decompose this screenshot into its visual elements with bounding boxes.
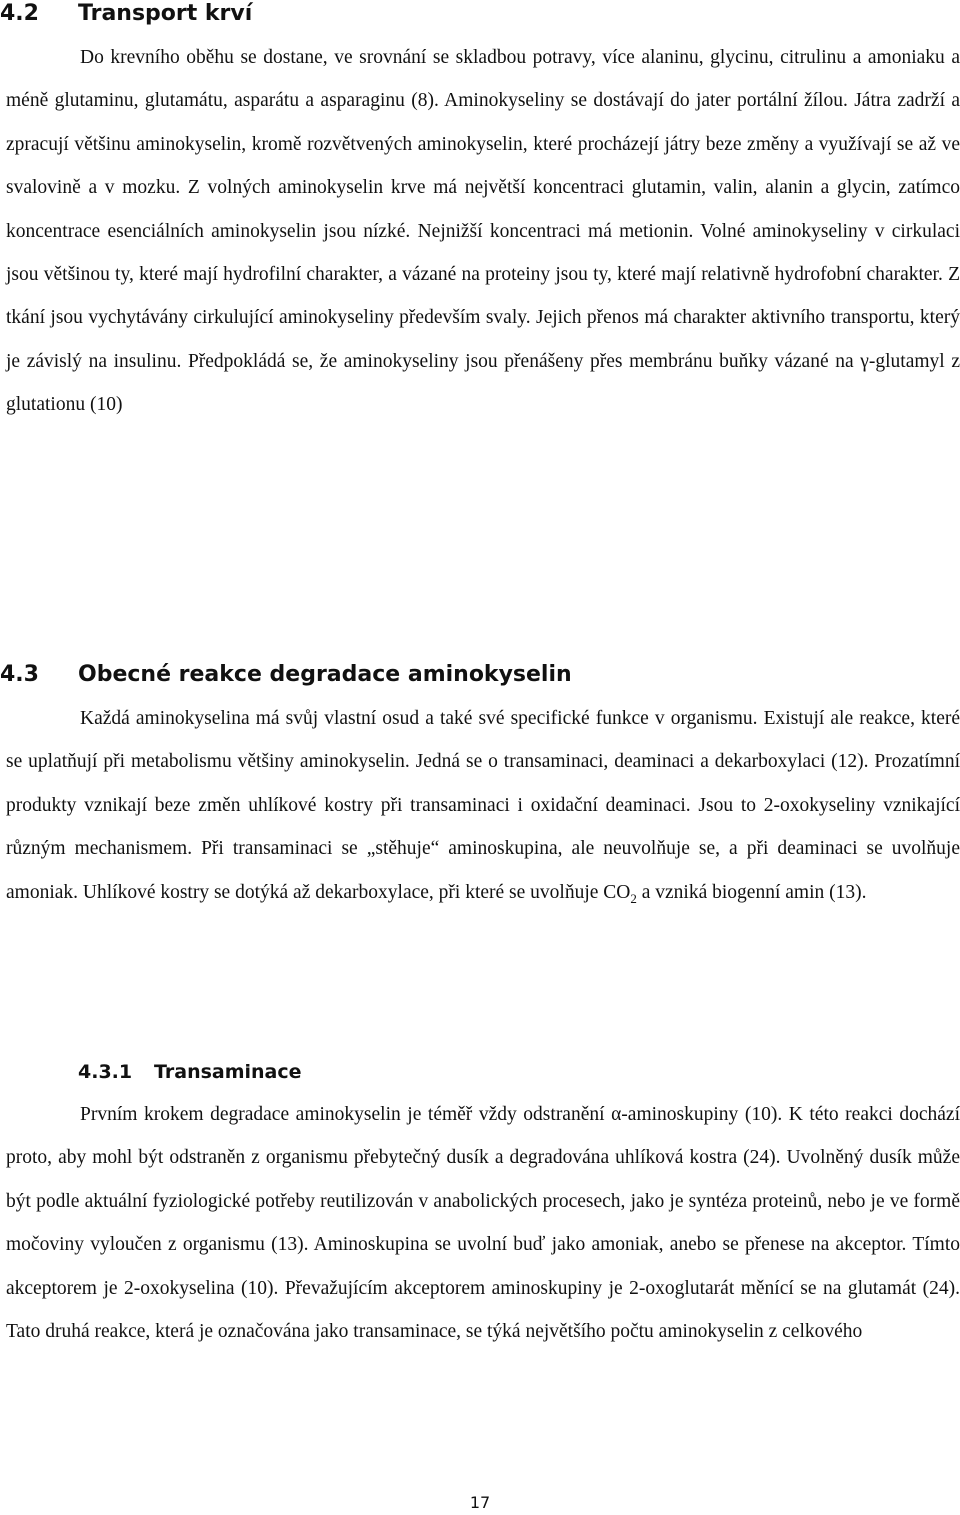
section-title: Obecné reakce degradace aminokyselin [78,662,572,687]
section-title: Transport krví [78,1,253,26]
paragraph-degradation [6,697,960,914]
section-heading-4-2 [0,0,252,28]
paragraph-transport [6,36,960,427]
section-heading-4-3-1 [78,1058,302,1086]
paragraph-text: Prvním krokem degradace aminokyselin je téměř vždy odstranění α-aminoskupiny (10). K této reakci dochází proto, aby mohl být odstraněn z organismu přebytečný dusík a degradována uhlíková kostra (24). Uvolněný dusík může být podle aktuální fyziologické potřeby reutilizován v anabolických procesech, jako je syntéza proteinů, nebo je ve formě močoviny vyloučen z organismu (13). Aminoskupina se uvolní buď jako amoniak, anebo se přenese na akceptor. Tímto akceptorem je 2-oxokyselina (10). Převažujícím akceptorem aminoskupiny je 2-oxoglutarát měnící se na glutamát (24). Tato druhá reakce, která je označována jako transaminace, se týká největšího počtu aminokyselin z celkového [6,1104,960,1343]
section-heading-4-3 [0,661,572,689]
section-number: 4.2 [0,1,39,26]
paragraph-transamination [6,1093,960,1353]
paragraph-text [6,697,960,914]
page-number: 17 [469,1493,491,1512]
section-number: 4.3 [0,662,39,687]
paragraph-text-part: a vzniká biogenní amin (13). [636,881,867,903]
section-title: Transaminace [154,1061,302,1083]
paragraph-text: Do krevního oběhu se dostane, ve srovnání se skladbou potravy, více alaninu, glycinu, citrulinu a amoniaku a méně glutaminu, glutamátu, asparátu a asparaginu (8). Aminokyseliny se dostávají do jater portální žílou. Játra zadrží a zpracují většinu aminokyselin, kromě rozvětvených aminokyselin, které procházejí játry beze změny a využívají se až ve svalovině a v mozku. Z volných aminokyselin krve má největší koncentraci glutamin, valin, alanin a glycin, zatímco koncentrace esenciálních aminokyselin jsou nízké. Nejnižší koncentraci má metionin. Volné aminokyseliny v cirkulaci jsou většinou ty, které mají hydrofilní charakter, a vázané na proteiny jsou ty, které mají relativně hydrofobní charakter. Z tkání jsou vychytávány cirkulující aminokyseliny především svaly. Jejich přenos má charakter aktivního transportu, který je závislý na insulinu. Předpokládá se, že aminokyseliny jsou přenášeny přes membránu buňky vázané na γ-glutamyl z glutationu (10) [6,47,960,416]
section-number: 4.3.1 [78,1061,133,1083]
paragraph-text-part: Každá aminokyselina má svůj vlastní osud a také své specifické funkce v organismu. Existují ale reakce, které se uplatňují při metabolismu většiny aminokyselin. Jedná se o transaminaci, deaminaci a dekarboxylaci (12). Prozatímní produkty vznikají beze změn uhlíkové kostry při transaminaci i oxidační deaminaci. Jsou to 2-oxokyseliny vznikající různým mechanismem. Při transaminaci se „stěhuje“ aminoskupina, ale neuvolňuje se, a při deaminaci se uvolňuje amoniak. Uhlíkové kostry se dotýká až dekarboxylace, při které se uvolňuje CO [6,708,960,903]
co2-subscript: 2 [630,890,637,906]
